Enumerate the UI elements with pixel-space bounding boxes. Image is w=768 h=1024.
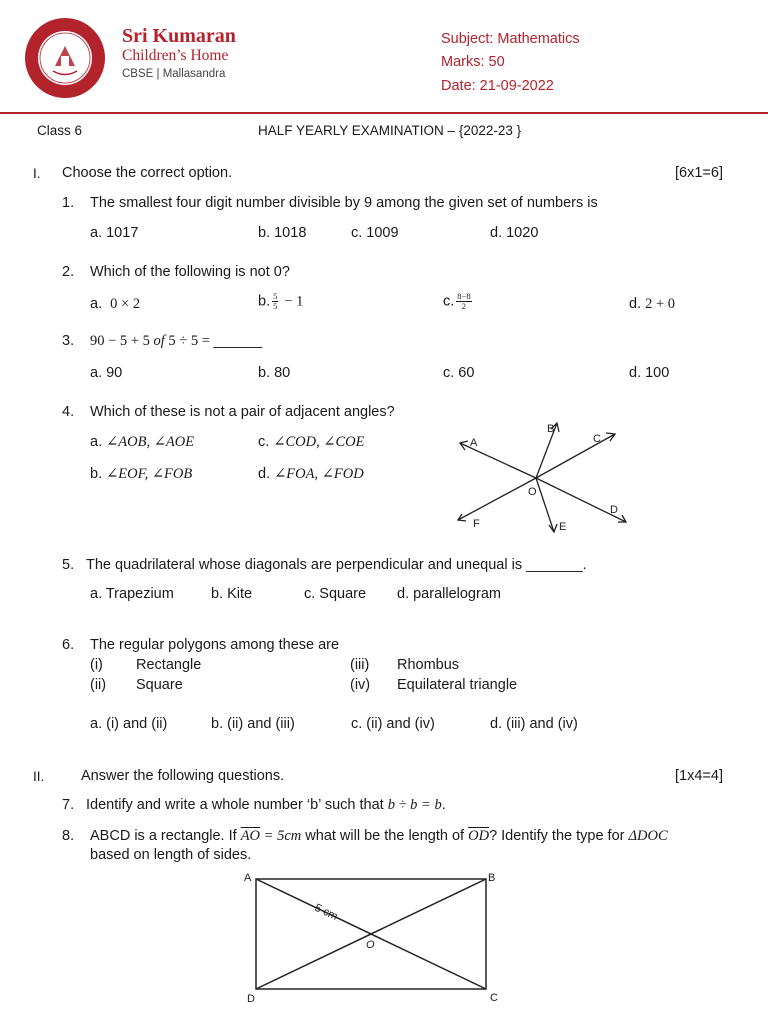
class-label: Class 6 (37, 123, 83, 138)
q2-option-c-fraction (456, 292, 471, 311)
q6-text: The regular polygons among these are (90, 637, 340, 653)
q6-number: 6. (62, 637, 75, 653)
q4-text: Which of these is not a pair of adjacent angles? (90, 404, 395, 420)
q2-option-d (629, 296, 675, 313)
q2-option-b (258, 292, 303, 311)
adjacent-angles-diagram (448, 414, 638, 538)
q5-option-a: a. Trapezium (90, 586, 174, 602)
q8-equals: = 5cm (260, 828, 302, 844)
q7-expression: b ÷ b = b (387, 797, 442, 813)
section-2-heading: Answer the following questions. (81, 768, 285, 784)
q4-option-d (258, 466, 364, 483)
q3-option-c: c. 60 (443, 365, 475, 381)
q2-option-b-rest: − 1 (284, 293, 304, 310)
q4-option-b-expr: ∠EOF, ∠FOB (106, 466, 193, 482)
exam-title: HALF YEARLY EXAMINATION – {2022-23 } (258, 123, 522, 138)
date-label: Date: 21-09-2022 (441, 78, 554, 94)
ray-of (458, 478, 536, 520)
q4-option-a-label: a. (90, 434, 103, 450)
q2-option-b-numerator: 5 (273, 291, 278, 301)
rectangle-abcd-diagram (240, 866, 510, 1008)
q2-option-d-label: d. (629, 296, 642, 312)
q2-option-b-denominator: 5 (273, 301, 278, 311)
q3-option-d: d. 100 (629, 365, 670, 381)
vertex-c: C (490, 992, 498, 1004)
q5-number: 5. (62, 557, 75, 573)
q2-number: 2. (62, 264, 75, 280)
q6-item-i-number: (i) (90, 657, 103, 673)
q6-item-iv-text: Equilateral triangle (397, 677, 518, 693)
q4-option-d-label: d. (258, 466, 271, 482)
q6-item-ii-number: (ii) (90, 677, 107, 693)
q8-text-2: what will be the length of (301, 828, 469, 844)
q4-option-a (90, 434, 194, 451)
q6-option-c: c. (ii) and (iv) (351, 716, 435, 732)
q1-number: 1. (62, 195, 75, 211)
q4-option-c-label: c. (258, 434, 270, 450)
label-o: O (528, 486, 537, 498)
q8-text-3: ? Identify the type for (489, 828, 629, 844)
ray-oc (536, 434, 615, 478)
q5-option-c: c. Square (304, 586, 367, 602)
school-subtitle: Children’s Home (122, 47, 229, 64)
vertex-b: B (488, 872, 496, 884)
q3-number: 3. (62, 333, 75, 349)
q4-option-b (90, 466, 192, 483)
q8-text-1: ABCD is a rectangle. If (90, 828, 241, 844)
q2-option-c-denominator: 2 (461, 301, 467, 311)
label-b: B (547, 423, 555, 435)
label-e: E (559, 521, 567, 533)
q2-option-a-expr: 0 × 2 (110, 296, 141, 312)
q6-item-ii-text: Square (136, 677, 183, 693)
q3-expression-rest: 5 ÷ 5 = (164, 333, 214, 349)
section-2-marks: [1x4=4] (675, 768, 723, 784)
q2-option-b-label: b. (258, 293, 271, 310)
q8-number: 8. (62, 828, 75, 844)
q2-option-a-label: a. (90, 296, 103, 312)
q6-item-i-text: Rectangle (136, 657, 202, 673)
q5-option-d: d. parallelogram (397, 586, 501, 602)
label-f: F (473, 518, 480, 530)
section-1-heading: Choose the correct option. (62, 165, 233, 181)
q3-blank: ______ (213, 333, 262, 349)
q2-option-b-fraction (272, 292, 278, 311)
q5-text: The quadrilateral whose diagonals are perpendicular and unequal is _______. (86, 557, 587, 573)
q3-option-a: a. 90 (90, 365, 123, 381)
label-a: A (470, 437, 478, 449)
q4-option-c-expr: ∠COD, ∠COE (273, 434, 365, 450)
q3-question (90, 333, 262, 350)
vertex-a: A (244, 872, 252, 884)
q2-option-c (443, 292, 474, 311)
q4-option-a-expr: ∠AOB, ∠AOE (106, 434, 195, 450)
q7-number: 7. (62, 797, 75, 813)
q2-option-a (90, 296, 140, 313)
q4-option-d-expr: ∠FOA, ∠FOD (274, 466, 364, 482)
q6-item-iii-text: Rhombus (397, 657, 460, 673)
q8-question (90, 828, 668, 845)
label-c: C (593, 433, 601, 445)
q8-text-line-2: based on length of sides. (90, 847, 252, 863)
center-o: O (366, 939, 375, 951)
q2-option-c-label: c. (443, 293, 455, 310)
q2-option-d-expr: 2 + 0 (645, 296, 676, 312)
q6-item-iv-number: (iv) (350, 677, 371, 693)
q2-text: Which of the following is not 0? (90, 264, 290, 280)
q1-option-a: a. 1017 (90, 225, 139, 241)
q8-segment-ao: $\overline{AO}$ (240, 828, 261, 844)
q7-question (86, 797, 446, 814)
q3-expression: 90 − 5 + 5 (90, 333, 154, 349)
section-1-number: I. (33, 166, 41, 181)
label-d: D (610, 504, 618, 516)
q1-text: The smallest four digit number divisible by 9 among the given set of numbers is (90, 195, 598, 211)
school-name: Sri Kumaran (122, 25, 236, 47)
q4-number: 4. (62, 404, 75, 420)
header-divider (0, 112, 768, 114)
q1-option-c: c. 1009 (351, 225, 399, 241)
q7-end: . (441, 797, 446, 813)
section-1-marks: [6x1=6] (675, 165, 723, 181)
school-seal-logo (23, 16, 107, 100)
length-label: 5 cm (312, 901, 340, 923)
school-location: CBSE | Mallasandra (122, 68, 226, 80)
q1-option-d: d. 1020 (490, 225, 539, 241)
q1-option-b: b. 1018 (258, 225, 307, 241)
q4-option-c (258, 434, 364, 451)
section-2-number: II. (33, 769, 45, 784)
marks-label: Marks: 50 (441, 54, 505, 70)
subject-label: Subject: Mathematics (441, 31, 580, 47)
q3-of: of (153, 333, 165, 349)
q6-item-iii-number: (iii) (350, 657, 370, 673)
q5-option-b: b. Kite (211, 586, 253, 602)
q8-triangle: ΔDOC (628, 828, 668, 844)
q3-option-b: b. 80 (258, 365, 291, 381)
q4-option-b-label: b. (90, 466, 103, 482)
vertex-d: D (247, 993, 255, 1005)
q7-text: Identify and write a whole number ‘b’ such that (86, 797, 388, 813)
q6-option-b: b. (ii) and (iii) (211, 716, 295, 732)
q2-option-c-numerator: 8−8 (457, 291, 471, 301)
q6-option-d: d. (iii) and (iv) (490, 716, 578, 732)
q6-option-a: a. (i) and (ii) (90, 716, 168, 732)
q8-segment-od: $\overline{OD}$ (468, 828, 490, 844)
